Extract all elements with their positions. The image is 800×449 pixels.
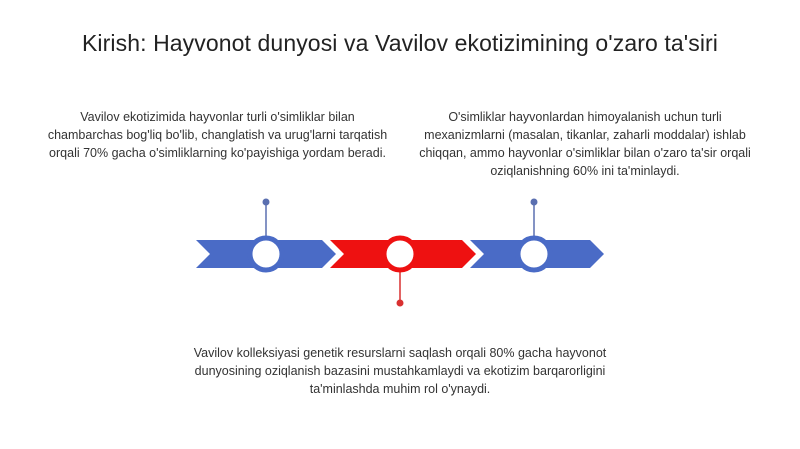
milestone-circle-2 bbox=[384, 238, 416, 270]
milestone-circle-1 bbox=[250, 238, 282, 270]
callout-top-right: O'simliklar hayvonlardan himoyalanish uchun turli mexanizmlarni (masalan, tikanlar, zaharli moddalar) ishlab chiqqan, ammo hayvonlar o'simliklar bilan o'zaro ta'sir orqali oziqlanishning 60% ini ta'minlaydi. bbox=[419, 110, 751, 178]
connector-dot-2 bbox=[531, 199, 538, 206]
callout-bottom-center: Vavilov kolleksiyasi genetik resurslarni saqlash orqali 80% gacha hayvonot dunyosining oziqlanish bazasini mustahkamlaydi va ekotizim barqarorligini ta'minlashda muhim rol o'ynaydi. bbox=[193, 346, 607, 396]
connector-dot-1 bbox=[263, 199, 270, 206]
callout-top-left: Vavilov ekotizimida hayvonlar turli o'simliklar bilan chambarchas bog'liq bo'lib, changlatish va urug'larni tarqatish orqali 70% gacha o'simliklarning ko'payishiga yordam beradi. bbox=[47, 110, 388, 160]
slide-title: Kirish: Hayvonot dunyosi va Vavilov ekotizimining o'zaro ta'siri bbox=[81, 30, 719, 56]
connector-dot-3 bbox=[397, 300, 404, 307]
milestone-circle-3 bbox=[518, 238, 550, 270]
